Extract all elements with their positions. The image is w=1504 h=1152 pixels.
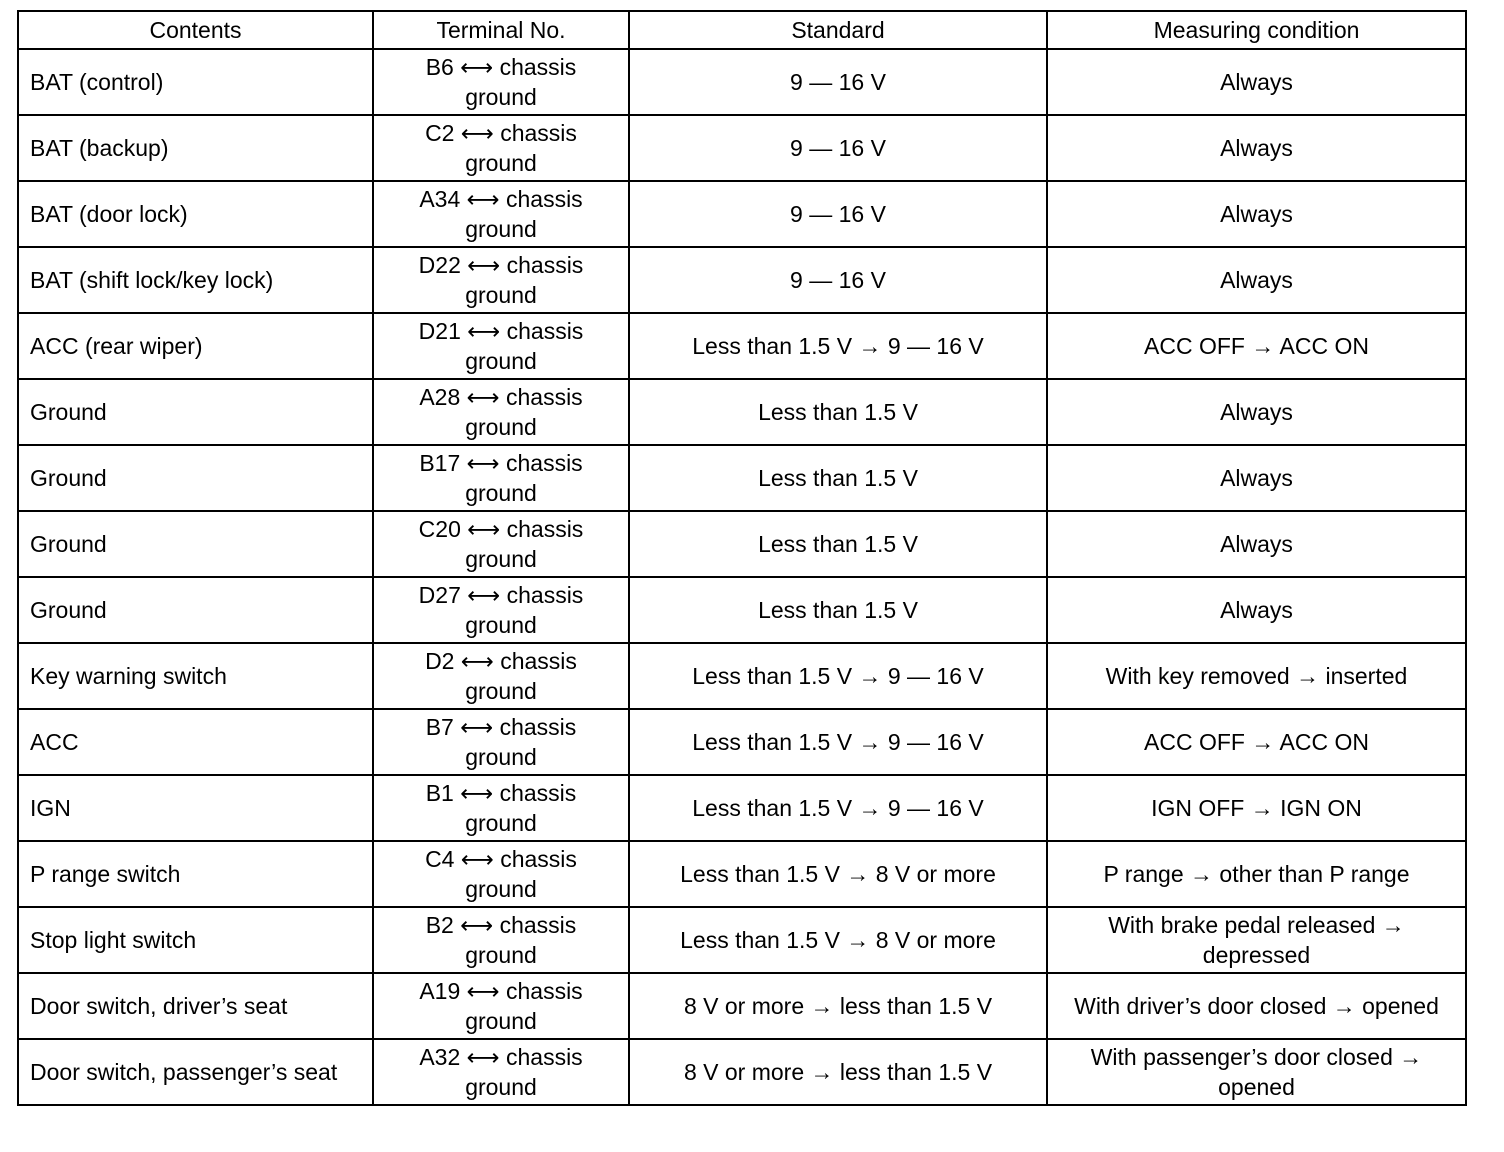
cell-terminal — [373, 709, 629, 775]
cell-contents: Ground — [18, 379, 373, 445]
cell-standard: 9 — 16 V — [629, 181, 1047, 247]
terminal-line2: ground — [465, 282, 537, 308]
cell-condition: Always — [1047, 379, 1466, 445]
cell-terminal — [373, 643, 629, 709]
cell-contents: Ground — [18, 577, 373, 643]
cell-standard: 8 V or more → less than 1.5 V — [629, 1039, 1047, 1105]
cell-condition: Always — [1047, 247, 1466, 313]
terminal-line2: ground — [465, 150, 537, 176]
table-row — [18, 643, 1466, 709]
cell-terminal — [373, 1039, 629, 1105]
cell-condition: Always — [1047, 577, 1466, 643]
terminal-line2: ground — [465, 480, 537, 506]
cell-standard: Less than 1.5 V → 9 — 16 V — [629, 643, 1047, 709]
cell-standard: Less than 1.5 V → 9 — 16 V — [629, 709, 1047, 775]
terminal-spec-table — [17, 10, 1467, 1106]
cell-contents: P range switch — [18, 841, 373, 907]
table-row — [18, 313, 1466, 379]
cell-terminal — [373, 181, 629, 247]
terminal-line1: A19 ⟷ chassis — [419, 978, 583, 1004]
cell-condition: ACC OFF → ACC ON — [1047, 709, 1466, 775]
terminal-line2: ground — [465, 348, 537, 374]
cell-terminal — [373, 841, 629, 907]
cell-standard: 9 — 16 V — [629, 115, 1047, 181]
terminal-line2: ground — [465, 1074, 537, 1100]
cell-terminal — [373, 775, 629, 841]
header-terminal-no: Terminal No. — [373, 11, 629, 49]
cell-standard: Less than 1.5 V → 8 V or more — [629, 841, 1047, 907]
cell-standard: Less than 1.5 V — [629, 379, 1047, 445]
cell-standard: 8 V or more → less than 1.5 V — [629, 973, 1047, 1039]
cell-condition: With brake pedal released → depressed — [1047, 907, 1466, 973]
table-row — [18, 379, 1466, 445]
terminal-line2: ground — [465, 810, 537, 836]
terminal-line1: C4 ⟷ chassis — [425, 846, 577, 872]
cell-contents: IGN — [18, 775, 373, 841]
cell-condition: Always — [1047, 49, 1466, 115]
table-row — [18, 775, 1466, 841]
cell-standard: Less than 1.5 V — [629, 577, 1047, 643]
cell-standard: Less than 1.5 V — [629, 511, 1047, 577]
cell-terminal — [373, 379, 629, 445]
terminal-line1: C20 ⟷ chassis — [418, 516, 584, 542]
cell-contents: BAT (control) — [18, 49, 373, 115]
cell-terminal — [373, 115, 629, 181]
cell-contents: Door switch, passenger’s seat — [18, 1039, 373, 1105]
terminal-line2: ground — [465, 1008, 537, 1034]
cell-condition: Always — [1047, 445, 1466, 511]
table-row — [18, 907, 1466, 973]
terminal-line2: ground — [465, 84, 537, 110]
cell-terminal — [373, 973, 629, 1039]
cell-contents: Ground — [18, 445, 373, 511]
cell-terminal — [373, 577, 629, 643]
cell-condition: Always — [1047, 115, 1466, 181]
terminal-line1: B7 ⟷ chassis — [425, 714, 577, 740]
cell-standard: Less than 1.5 V → 9 — 16 V — [629, 775, 1047, 841]
cell-contents: Stop light switch — [18, 907, 373, 973]
cell-terminal — [373, 445, 629, 511]
cell-terminal — [373, 247, 629, 313]
cell-standard: Less than 1.5 V — [629, 445, 1047, 511]
cell-standard: 9 — 16 V — [629, 247, 1047, 313]
cell-terminal — [373, 313, 629, 379]
cell-terminal — [373, 907, 629, 973]
cell-condition: With passenger’s door closed → opened — [1047, 1039, 1466, 1105]
terminal-line1: B6 ⟷ chassis — [425, 54, 577, 80]
header-standard: Standard — [629, 11, 1047, 49]
cell-contents: BAT (shift lock/key lock) — [18, 247, 373, 313]
cell-contents: BAT (backup) — [18, 115, 373, 181]
terminal-line1: D2 ⟷ chassis — [425, 648, 577, 674]
terminal-line2: ground — [465, 612, 537, 638]
cell-condition: IGN OFF → IGN ON — [1047, 775, 1466, 841]
terminal-line2: ground — [465, 414, 537, 440]
cell-contents: BAT (door lock) — [18, 181, 373, 247]
table-row — [18, 511, 1466, 577]
cell-contents: Ground — [18, 511, 373, 577]
terminal-line1: A34 ⟷ chassis — [419, 186, 583, 212]
terminal-line2: ground — [465, 744, 537, 770]
terminal-line1: D27 ⟷ chassis — [418, 582, 584, 608]
header-measuring-condition: Measuring condition — [1047, 11, 1466, 49]
terminal-line1: B17 ⟷ chassis — [419, 450, 583, 476]
terminal-line1: B1 ⟷ chassis — [425, 780, 577, 806]
table-row — [18, 973, 1466, 1039]
cell-terminal — [373, 49, 629, 115]
cell-condition: Always — [1047, 511, 1466, 577]
table-row — [18, 841, 1466, 907]
table-header-row — [18, 11, 1466, 49]
cell-standard: Less than 1.5 V → 8 V or more — [629, 907, 1047, 973]
table-row — [18, 181, 1466, 247]
table-row — [18, 247, 1466, 313]
cell-contents: ACC — [18, 709, 373, 775]
terminal-line1: A32 ⟷ chassis — [419, 1044, 583, 1070]
cell-condition: P range → other than P range — [1047, 841, 1466, 907]
table-row — [18, 49, 1466, 115]
table-row — [18, 115, 1466, 181]
terminal-line2: ground — [465, 546, 537, 572]
terminal-line1: C2 ⟷ chassis — [425, 120, 577, 146]
cell-standard: Less than 1.5 V → 9 — 16 V — [629, 313, 1047, 379]
cell-contents: Door switch, driver’s seat — [18, 973, 373, 1039]
cell-condition: With key removed → inserted — [1047, 643, 1466, 709]
table-body — [18, 49, 1466, 1105]
table-row — [18, 577, 1466, 643]
cell-condition: Always — [1047, 181, 1466, 247]
terminal-line2: ground — [465, 942, 537, 968]
terminal-line1: D22 ⟷ chassis — [418, 252, 584, 278]
terminal-line2: ground — [465, 216, 537, 242]
table-row — [18, 445, 1466, 511]
table-row — [18, 1039, 1466, 1105]
cell-condition: ACC OFF → ACC ON — [1047, 313, 1466, 379]
terminal-line1: D21 ⟷ chassis — [418, 318, 584, 344]
cell-terminal — [373, 511, 629, 577]
cell-contents: ACC (rear wiper) — [18, 313, 373, 379]
table-row — [18, 709, 1466, 775]
header-contents: Contents — [18, 11, 373, 49]
terminal-line1: A28 ⟷ chassis — [419, 384, 583, 410]
cell-contents: Key warning switch — [18, 643, 373, 709]
terminal-line2: ground — [465, 876, 537, 902]
cell-condition: With driver’s door closed → opened — [1047, 973, 1466, 1039]
terminal-line2: ground — [465, 678, 537, 704]
terminal-line1: B2 ⟷ chassis — [425, 912, 577, 938]
cell-standard: 9 — 16 V — [629, 49, 1047, 115]
